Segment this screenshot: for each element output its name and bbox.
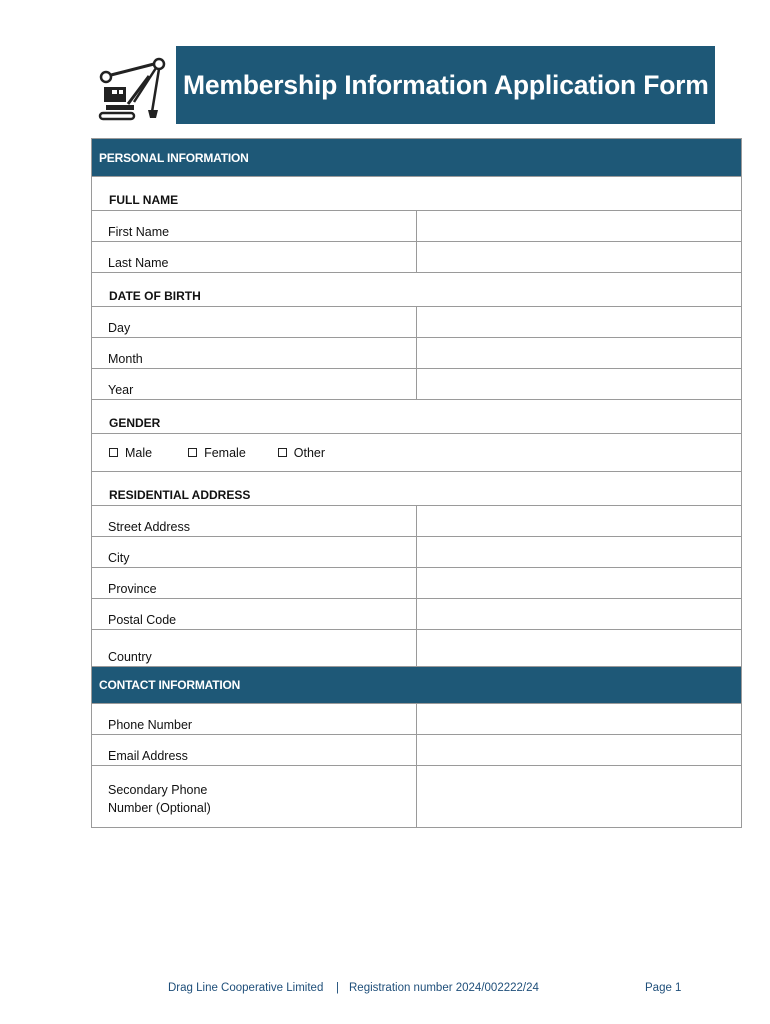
province-field[interactable]	[417, 568, 742, 599]
last-name-label: Last Name	[92, 242, 417, 273]
contact-info-title: CONTACT INFORMATION	[92, 667, 742, 704]
day-field[interactable]	[417, 307, 742, 338]
postal-code-field[interactable]	[417, 599, 742, 630]
secondary-phone-field[interactable]	[417, 766, 742, 828]
city-label: City	[92, 537, 417, 568]
gender-option-male[interactable]	[109, 446, 152, 460]
footer-page-number: Page 1	[645, 982, 682, 994]
phone-label: Phone Number	[92, 704, 417, 735]
street-label: Street Address	[92, 506, 417, 537]
address-heading: RESIDENTIAL ADDRESS	[92, 472, 742, 506]
country-field[interactable]	[417, 630, 742, 667]
gender-options-row	[92, 434, 742, 472]
province-label: Province	[92, 568, 417, 599]
footer-company: Drag Line Cooperative Limited	[168, 982, 324, 994]
day-label: Day	[92, 307, 417, 338]
application-form-table	[91, 138, 742, 828]
checkbox-icon[interactable]	[278, 448, 287, 457]
secondary-phone-label-line2: Number (Optional)	[108, 800, 211, 815]
gender-option-other[interactable]	[278, 446, 325, 460]
city-field[interactable]	[417, 537, 742, 568]
dragline-excavator-icon	[92, 54, 170, 124]
footer-registration: Registration number 2024/002222/24	[349, 982, 539, 994]
email-field[interactable]	[417, 735, 742, 766]
gender-option-female[interactable]	[188, 446, 246, 460]
phone-field[interactable]	[417, 704, 742, 735]
form-title: Membership Information Application Form	[183, 69, 709, 100]
gender-heading: GENDER	[92, 400, 742, 434]
personal-info-title: PERSONAL INFORMATION	[92, 139, 742, 177]
first-name-field[interactable]	[417, 211, 742, 242]
secondary-phone-label	[92, 766, 417, 828]
year-label: Year	[92, 369, 417, 400]
checkbox-icon[interactable]	[109, 448, 118, 457]
gender-option-label: Male	[125, 445, 153, 460]
month-field[interactable]	[417, 338, 742, 369]
footer-separator: |	[336, 982, 339, 994]
full-name-heading: FULL NAME	[92, 177, 742, 211]
first-name-label: First Name	[92, 211, 417, 242]
email-label: Email Address	[92, 735, 417, 766]
contact-info-section-header	[92, 667, 742, 704]
street-field[interactable]	[417, 506, 742, 537]
checkbox-icon[interactable]	[188, 448, 197, 457]
year-field[interactable]	[417, 369, 742, 400]
postal-code-label: Postal Code	[92, 599, 417, 630]
gender-option-label: Other	[293, 445, 326, 460]
dob-heading: DATE OF BIRTH	[92, 273, 742, 307]
country-label: Country	[92, 630, 417, 667]
secondary-phone-label-line1: Secondary Phone	[108, 782, 208, 797]
month-label: Month	[92, 338, 417, 369]
personal-info-section-header	[92, 139, 742, 177]
gender-option-label: Female	[204, 445, 246, 460]
last-name-field[interactable]	[417, 242, 742, 273]
form-title-banner	[176, 46, 715, 124]
